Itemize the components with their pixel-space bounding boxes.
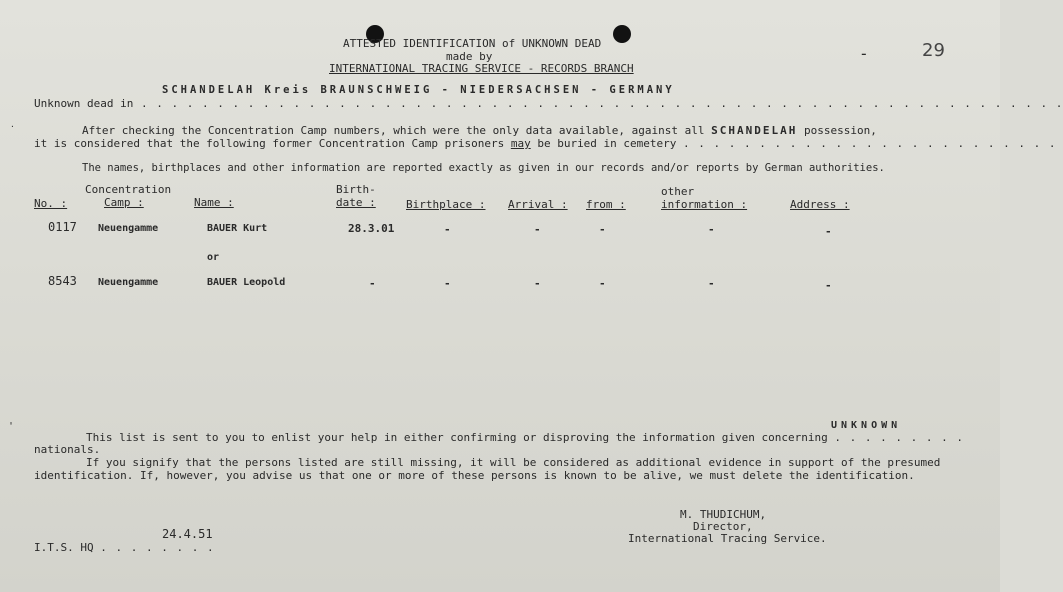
row-no: 8543 bbox=[48, 274, 77, 288]
header-from: from : bbox=[586, 198, 626, 211]
row-arrival: - bbox=[534, 223, 541, 236]
footer-p1-text: This list is sent to you to enlist your help in either confirming or disproving the information given concerning bbox=[86, 431, 828, 444]
row-address: - bbox=[825, 279, 832, 292]
signer-title: Director, bbox=[693, 520, 753, 533]
row-camp: Neuengamme bbox=[98, 223, 159, 234]
footer-p2-line2: identification. If, however, you advise us that one or more of these persons is known to be alive, we must delete the identification. bbox=[34, 469, 915, 482]
row-birthplace: - bbox=[444, 277, 451, 290]
page-mark: - bbox=[859, 44, 869, 63]
location-label: Unknown dead in bbox=[34, 97, 134, 110]
row-camp: Neuengamme bbox=[98, 277, 159, 288]
its-hq-label bbox=[34, 541, 215, 554]
organization-name: INTERNATIONAL TRACING SERVICE - RECORDS BRANCH bbox=[329, 62, 634, 75]
location-dots: . . . . . . . . . . . . . . . . . . . . . . . . . . . . . . . . . . . . . . . . . . . . . . . . . . . . . . . . . . . . . bbox=[141, 97, 1063, 110]
document-title: ATTESTED IDENTIFICATION of UNKNOWN DEAD bbox=[343, 37, 602, 50]
intro-line2-text: it is considered that the following former Concentration Camp prisoners bbox=[34, 137, 505, 150]
its-hq-text: I.T.S. HQ bbox=[34, 541, 94, 554]
intro-line2 bbox=[34, 137, 1057, 150]
or-text: or bbox=[207, 252, 220, 263]
header-other: information : bbox=[661, 198, 748, 211]
header-camp-top: Concentration bbox=[85, 183, 172, 196]
footer-p1-line1 bbox=[86, 431, 964, 444]
header-birth-top: Birth- bbox=[336, 183, 376, 196]
row-address: - bbox=[825, 225, 832, 238]
row-no: 0117 bbox=[48, 220, 77, 234]
row-name: BAUER Kurt bbox=[207, 223, 268, 234]
punch-hole-right bbox=[613, 25, 631, 43]
row-birthdate: - bbox=[369, 277, 376, 290]
document-date: 24.4.51 bbox=[162, 527, 213, 541]
header-address: Address : bbox=[790, 198, 850, 211]
page-number: 29 bbox=[922, 40, 945, 61]
footer-p1-line2: nationals. bbox=[34, 443, 101, 456]
header-birthplace: Birthplace : bbox=[406, 198, 486, 211]
row-birthdate: 28.3.01 bbox=[348, 222, 395, 235]
may-word: may bbox=[510, 137, 531, 150]
header-no: No. : bbox=[34, 197, 68, 210]
row-other: - bbox=[708, 223, 715, 236]
location-place: SCHANDELAH Kreis BRAUNSCHWEIG - NIEDERSACHSEN - GERMANY bbox=[162, 84, 675, 96]
header-camp: Camp : bbox=[104, 196, 144, 209]
margin-mark: ' bbox=[8, 421, 15, 432]
signer-name: M. THUDICHUM, bbox=[680, 508, 767, 521]
header-birthdate: date : bbox=[336, 196, 376, 209]
signer-organization: International Tracing Service. bbox=[628, 532, 827, 545]
intro-line2-end: be buried in cemetery bbox=[537, 137, 677, 150]
unknown-nationality: UNKNOWN bbox=[831, 420, 902, 431]
row-from: - bbox=[599, 223, 606, 236]
row-other: - bbox=[708, 277, 715, 290]
header-name: Name : bbox=[194, 196, 234, 209]
header-arrival: Arrival : bbox=[508, 198, 568, 211]
row-name: BAUER Leopold bbox=[207, 277, 286, 288]
margin-mark: . bbox=[10, 120, 15, 129]
footer-p2-line1: If you signify that the persons listed are still missing, it will be considered as additional evidence in support of the presumed bbox=[86, 456, 941, 469]
its-hq-dots: . . . . . . . . bbox=[100, 541, 215, 554]
row-birthplace: - bbox=[444, 223, 451, 236]
intro-line1-before: After checking the Concentration Camp numbers, which were the only data available, against all bbox=[82, 124, 705, 137]
row-arrival: - bbox=[534, 277, 541, 290]
records-note: The names, birthplaces and other information are reported exactly as given in our records and/or reports by German authorities. bbox=[82, 162, 885, 174]
made-by-text: made by bbox=[446, 50, 493, 63]
intro-line1 bbox=[82, 124, 877, 137]
intro-line1-after: possession, bbox=[804, 124, 877, 137]
header-other-top: other bbox=[661, 185, 695, 198]
row-from: - bbox=[599, 277, 606, 290]
nationals-dots: . . . . . . . . . bbox=[834, 431, 964, 444]
stamped-place: SCHANDELAH bbox=[711, 124, 798, 137]
cemetery-dots: . . . . . . . . . . . . . . . . . . . . . . . . . bbox=[683, 137, 1057, 150]
